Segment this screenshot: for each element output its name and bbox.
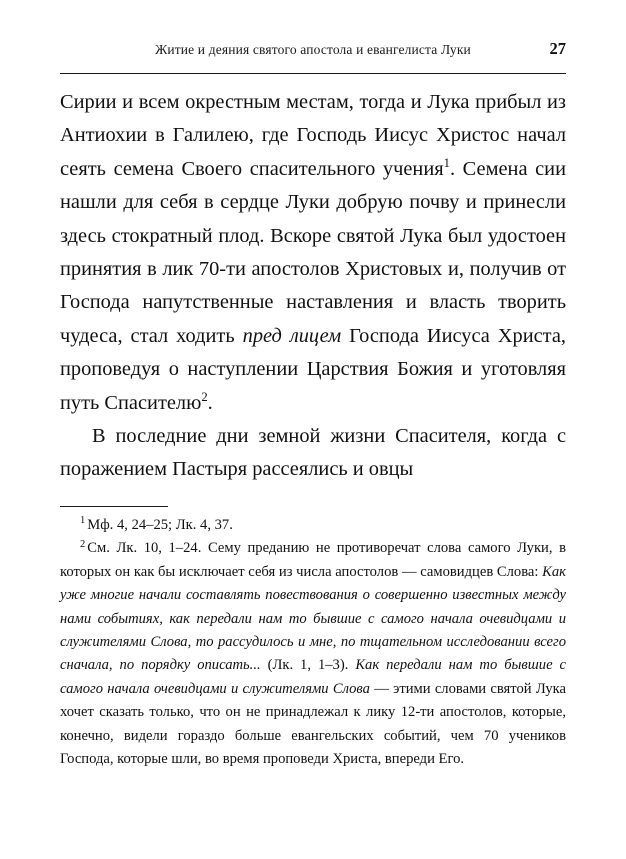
- footnote-2-part-3: (Лк. 1, 1–3).: [260, 657, 356, 674]
- footnote-2-part-2: Как уже многие начали составлять повествования о совершенно известных между нами событиях, как передали нам то бывшие с самого начала очевидцами и служителями Слова, то рассудилось и мне, по тщательном исследовании всего сначала, по порядку описать...: [60, 563, 566, 674]
- footnote-2: [60, 537, 566, 771]
- page-number: 27: [549, 39, 566, 58]
- paragraph-1: [60, 86, 566, 420]
- footnotes-block: [60, 514, 566, 771]
- body-text: [60, 86, 566, 487]
- footnote-divider: [60, 506, 168, 507]
- footnote-marker-2: 2: [201, 389, 208, 404]
- footnote-1-marker: 1: [80, 515, 86, 527]
- paragraph-1-text-d: .: [207, 391, 213, 414]
- footnote-2-part-5: — этими словами святой Лука хочет сказать только, что он не принадлежал к лику 12-ти апостолов, которые, конечно, видели гораздо больше евангельских событий, чем 70 учеников Господа, которые шли, во время проповеди Христа, впереди Его.: [60, 680, 566, 768]
- footnote-marker-1: 1: [443, 156, 450, 171]
- running-header: [60, 39, 566, 58]
- footnote-2-part-4: Как передали нам то бывшие с самого начала очевидцами и служителями Слова: [60, 657, 566, 697]
- footnote-1: [60, 514, 566, 537]
- footnote-2-marker: 2: [80, 538, 86, 550]
- paragraph-1-text-b: . Семена сии нашли для себя в сердце Луки добрую почву и принесли здесь стократный плод. Вскоре святой Лука был удостоен принятия в лик 70-ти апостолов Христовых и, получив от Господа напутственные наставления и власть творить чудеса, стал ходить: [60, 157, 566, 347]
- header-divider: [60, 73, 566, 74]
- paragraph-1-text-a: Сирии и всем окрестным местам, тогда и Лука прибыл из Антиохии в Галилею, где Господь Иисус Христос начал сеять семена Своего спасительного учения: [60, 91, 566, 180]
- footnote-2-part-1: См. Лк. 10, 1–24. Сему преданию не противоречат слова самого Луки, в которых он как бы исключает себя из числа апостолов — самовидцев Слова:: [60, 540, 566, 580]
- running-head-title: Житие и деяния святого апостола и евангелиста Луки: [155, 42, 471, 57]
- paragraph-2: В последние дни земной жизни Спасителя, когда с поражением Пастыря рассеялись и овцы: [60, 425, 566, 481]
- paragraph-1-text-c: Господа Иисуса Христа, проповедуя о наступлении Царствия Божия и уготовляя путь Спасителю: [60, 324, 566, 414]
- footnote-1-text: Мф. 4, 24–25; Лк. 4, 37.: [87, 517, 233, 533]
- paragraph-1-italic-phrase: пред лицем: [242, 324, 342, 347]
